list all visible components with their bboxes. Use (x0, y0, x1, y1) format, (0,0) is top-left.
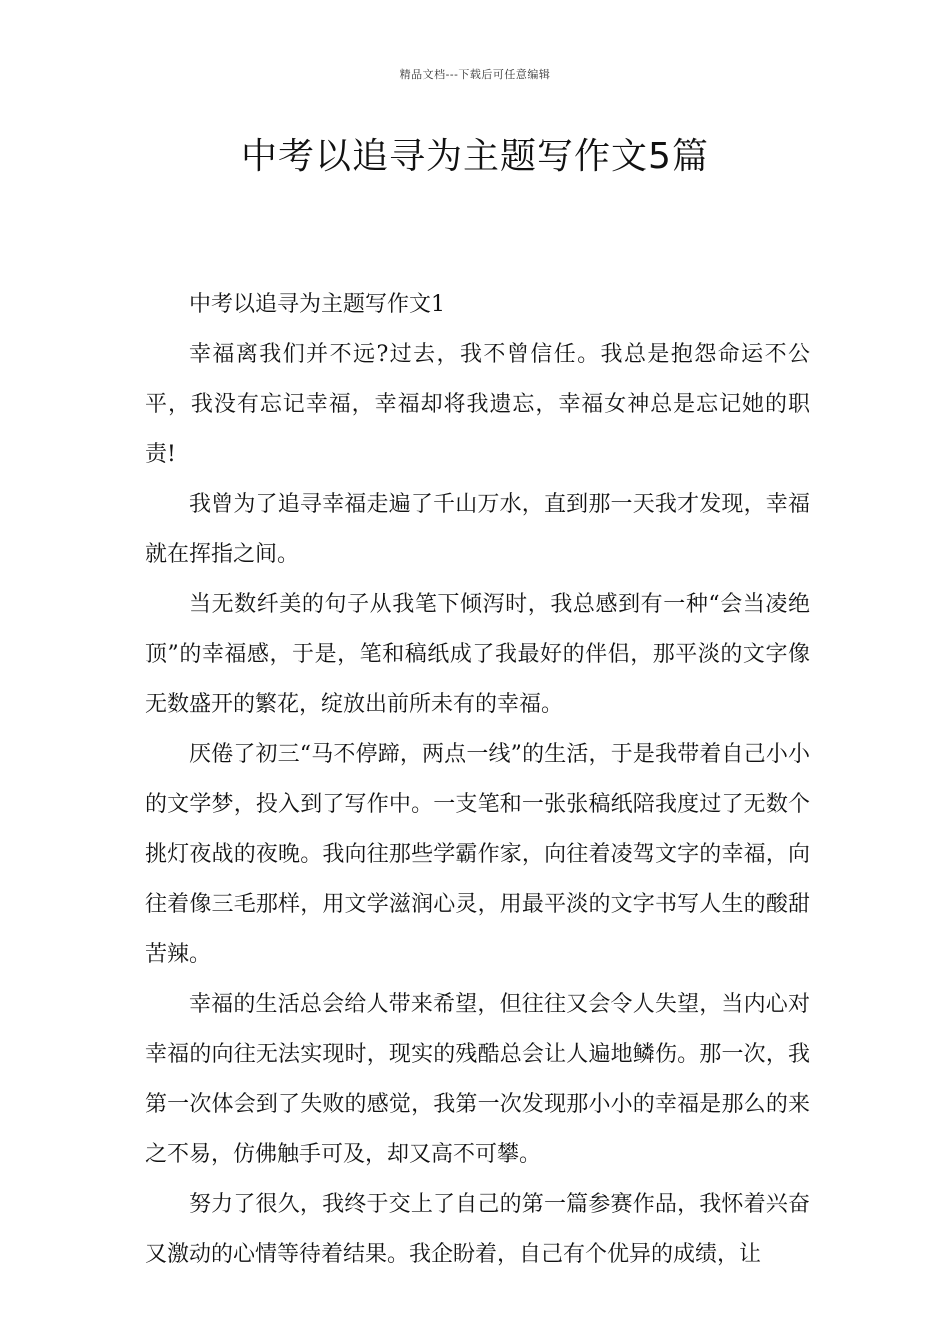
document-title: 中考以追寻为主题写作文5篇 (241, 136, 709, 177)
paragraph: 厌倦了初三“马不停蹄，两点一线”的生活，于是我带着自己小小的文学梦，投入到了写作中。一支笔和一张张稿纸陪我度过了无数个挑灯夜战的夜晚。我向往那些学霸作家，向往着凌驾文字的幸福，向往着像三毛那样，用文学滋润心灵，用最平淡的文字书写人生的酸甜苦辣。 (145, 742, 810, 967)
paragraph: 幸福离我们并不远?过去，我不曾信任。我总是抱怨命运不公平，我没有忘记幸福，幸福却将我遗忘，幸福女神总是忘记她的职责! (145, 342, 810, 467)
document-body (145, 280, 810, 1280)
header-note: 精品文档---下载后可任意编辑 (399, 68, 551, 81)
paragraph: 幸福的生活总会给人带来希望，但往往又会令人失望，当内心对幸福的向往无法实现时，现实的残酷总会让人遍地鳞伤。那一次，我第一次体会到了失败的感觉，我第一次发现那小小的幸福是那么的来之不易，仿佛触手可及，却又高不可攀。 (145, 992, 810, 1167)
paragraph: 努力了很久，我终于交上了自己的第一篇参赛作品，我怀着兴奋又激动的心情等待着结果。我企盼着，自己有个优异的成绩，让 (145, 1192, 810, 1267)
paragraph: 我曾为了追寻幸福走遍了千山万水，直到那一天我才发现，幸福就在挥指之间。 (145, 492, 810, 567)
section-heading: 中考以追寻为主题写作文1 (189, 292, 445, 317)
paragraph: 当无数纤美的句子从我笔下倾泻时，我总感到有一种“会当凌绝顶”的幸福感，于是，笔和稿纸成了我最好的伴侣，那平淡的文字像无数盛开的繁花，绽放出前所未有的幸福。 (145, 592, 810, 717)
